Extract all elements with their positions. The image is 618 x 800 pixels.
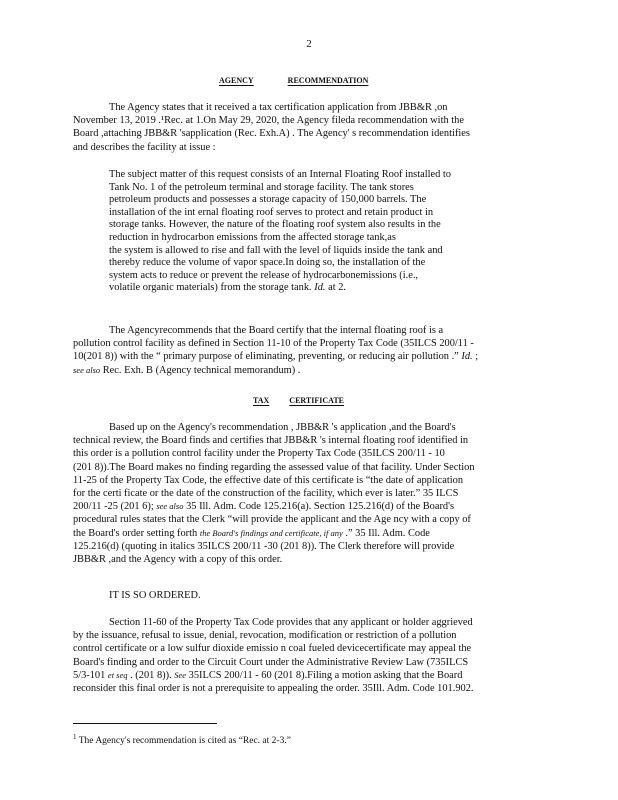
see-signal: See bbox=[174, 669, 187, 680]
text-line: November 13, 2019 .¹Rec. at 1.On May 29, 2020, the Agency fileda recommendation with the bbox=[73, 115, 464, 127]
text-line: 125.216(d) (quoting in italics 35ILCS 200/11 -30 (201 8)). The Clerk therefore will provide bbox=[73, 540, 455, 552]
text-line bbox=[73, 350, 530, 363]
text-line bbox=[73, 669, 530, 682]
quote-line: storage tanks. However, the nature of the floating roof system also results in the bbox=[109, 219, 441, 231]
appeal-paragraph bbox=[73, 616, 530, 695]
text-line: JBB&R ,and the Agency with a copy of this order. bbox=[73, 554, 283, 566]
footnote bbox=[73, 733, 291, 746]
quote-line: The subject matter of this request consists of an Internal Floating Roof installed to bbox=[109, 169, 451, 180]
text-line bbox=[73, 527, 530, 540]
text-line: this order is a pollution control facility under the Property Tax Code (35ILCS 200/11 - 10 bbox=[73, 448, 445, 460]
recommendation-paragraph bbox=[73, 324, 530, 377]
text-run: 35ILCS 200/11 - 60 (201 8).Filing a motion asking that the Board bbox=[186, 669, 463, 681]
text-line: Board's finding and order to the Circuit Court under the Administrative Review Law (735ILCS bbox=[73, 656, 469, 668]
agency-recommendation-heading bbox=[219, 76, 424, 85]
text-line: Section 11-60 of the Property Tax Code provides that any applicant or holder aggrieved bbox=[109, 617, 473, 628]
text-run: 10(201 8)) with the “ primary purpose of eliminating, preventing, or reducing air pollution .” bbox=[73, 351, 462, 363]
tax-certificate-heading bbox=[253, 396, 354, 405]
heading-part: CERTIFICATE bbox=[289, 396, 344, 405]
footnote-text: The Agency's recommendation is cited as “Rec. at 2-3.” bbox=[76, 736, 291, 747]
text-line: Based up on the Agency's recommendation , JBB&R 's application ,and the Board's bbox=[109, 422, 456, 433]
text-run: the Board's order setting forth bbox=[73, 527, 198, 539]
text-run: 35 Ill. Adm. Code 125.216(a). Section 125.216(d) of the Board's bbox=[183, 501, 455, 513]
quote-line: system acts to reduce or prevent the release of hydrocarbonemissions (i.e., bbox=[109, 269, 419, 281]
page-number: 2 bbox=[306, 38, 312, 50]
quote-line bbox=[109, 282, 496, 295]
quote-line: Tank No. 1 of the petroleum terminal and storage facility. The tank stores bbox=[109, 181, 414, 193]
text-run: Rec. Exh. B (Agency technical memorandum) . bbox=[100, 364, 301, 376]
text-line: 11-25 of the Property Tax Code, the effective date of this certificate is “the date of application bbox=[73, 474, 464, 486]
quote-line: installation of the int ernal floating roof serves to protect and retain product in bbox=[109, 206, 434, 218]
text-line bbox=[73, 500, 530, 513]
text-line: by the issuance, refusal to issue, denial, revocation, modification or restriction of a pollution bbox=[73, 630, 457, 642]
text-run: . (201 8)). bbox=[127, 669, 175, 681]
text-line: technical review, the Board finds and certifies that JBB&R 's internal floating roof identified in bbox=[73, 435, 469, 447]
text-run: .” 35 Ill. Adm. Code bbox=[342, 527, 430, 539]
footnote-divider bbox=[73, 723, 217, 724]
quote-line: reduction in hydrocarbon emissions from the affected storage tank,as bbox=[109, 231, 396, 243]
footnote-marker: 1 bbox=[73, 733, 77, 741]
text-line: reconsider this final order is not a prerequisite to appealing the order. 35Ill. Adm. Code 101.902. bbox=[73, 683, 474, 695]
text-line: and describes the facility at issue : bbox=[73, 141, 216, 153]
text-run: 200/11 -25 (201 6); bbox=[73, 501, 154, 513]
see-also-signal: see also bbox=[73, 364, 101, 375]
text-line: The Agency states that it received a tax certification application from JBB&R ,on bbox=[109, 102, 448, 113]
text-line: (201 8)).The Board makes no finding regarding the assessed value of that facility. Under Section bbox=[73, 461, 475, 473]
quote-text: at 2. bbox=[328, 282, 347, 294]
quote-text: volatile organic materials) from the storage tank. bbox=[109, 282, 312, 294]
so-ordered: IT IS SO ORDERED. bbox=[109, 590, 201, 601]
quote-line: thereby reduce the volume of vapor space.In doing so, the installation of the bbox=[109, 257, 426, 269]
et-seq: et seq bbox=[107, 669, 128, 680]
quote-line: petroleum products and possesses a storage capacity of 150,000 barrels. The bbox=[109, 194, 427, 206]
text-line: pollution control facility as defined in Section 11-10 of the Property Tax Code (35ILCS 200/11 - bbox=[73, 338, 474, 350]
text-run: 5/3-101 bbox=[73, 669, 108, 681]
quote-line: the system is allowed to rise and fall with the level of liquids inside the tank and bbox=[109, 244, 443, 256]
italic-quote: the Board's findings and certificate, if any bbox=[199, 527, 343, 538]
text-line: for the certi ficate or the date of the construction of the facility, which ever is later.” 35 ILCS bbox=[73, 488, 459, 500]
id-citation: Id. bbox=[461, 351, 473, 363]
heading-part: AGENCY bbox=[219, 76, 254, 85]
block-quote bbox=[109, 169, 496, 295]
id-citation: Id. bbox=[314, 282, 326, 294]
text-line: Board ,attaching JBB&R 'sapplication (Rec. Exh.A) . The Agency' s recommendation identifies bbox=[73, 128, 470, 140]
text-line: The Agencyrecommends that the Board certify that the internal floating roof is a bbox=[109, 325, 444, 336]
agency-receipt-paragraph bbox=[73, 101, 530, 154]
text-line: procedural rules states that the Clerk “will provide the applicant and the Age ncy with a copy of bbox=[73, 514, 471, 526]
text-run: ; bbox=[472, 351, 479, 363]
heading-part: TAX bbox=[253, 396, 270, 405]
see-also-signal: see also bbox=[156, 501, 184, 512]
text-line bbox=[73, 364, 530, 377]
certification-paragraph bbox=[73, 421, 530, 566]
text-line: control certificate or a low sulfur dioxide emissio n coal fueled devicecertificate may appeal the bbox=[73, 643, 472, 655]
heading-part: RECOMMENDATION bbox=[287, 76, 369, 85]
